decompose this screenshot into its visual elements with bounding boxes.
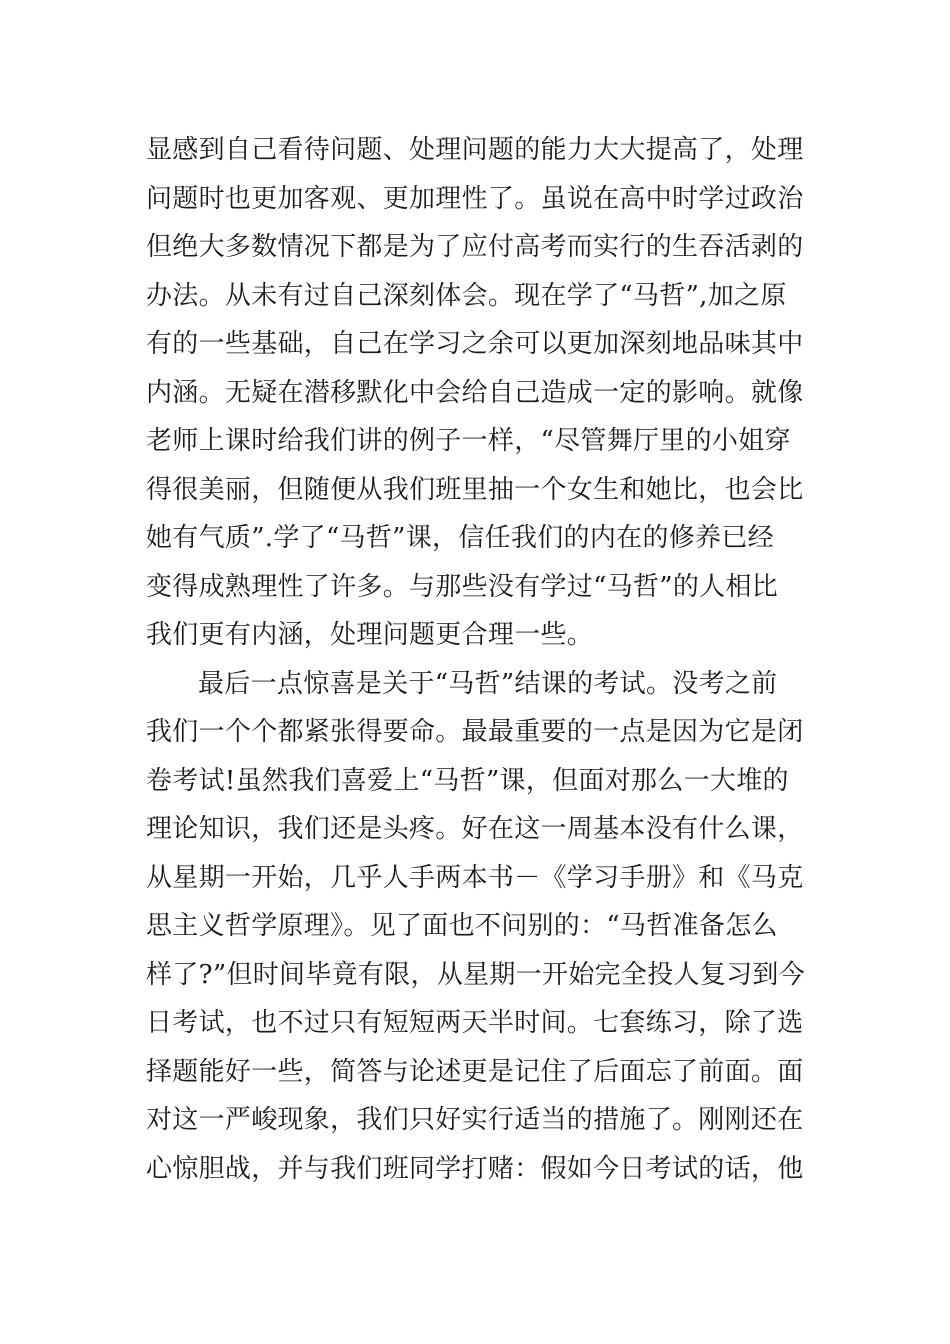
text-line: 思主义哲学原理》。见了面也不问别的：“马哲准备怎么 <box>146 911 778 941</box>
text-line: 得很美丽，但随便从我们班里抽一个女生和她比，也会比 <box>146 474 804 505</box>
text-line: 办法。从未有过自己深刻体会。现在学了“马哲”,加之原 <box>146 280 787 311</box>
text-line: 我们更有内涵，处理问题更合理一些。 <box>146 620 594 650</box>
text-line-indented: 最后一点惊喜是关于“马哲”结课的考试。没考之前 <box>198 668 778 699</box>
text-line: 样了?”但时间毕竟有限，从星期一开始完全投人复习到今 <box>146 959 806 990</box>
text-line: 心惊胆战，并与我们班同学打赌：假如今日考试的话，他 <box>146 1153 804 1184</box>
text-line: 变得成熟理性了许多。与那些没有学过“马哲”的人相比 <box>146 571 779 602</box>
text-line: 但绝大多数情况下都是为了应付高考而实行的生吞活剥的 <box>146 232 804 262</box>
paragraph-2 <box>146 660 810 1194</box>
paragraph-1 <box>146 126 810 660</box>
document-body <box>146 126 810 1193</box>
text-line: 卷考试!虽然我们喜爱上“马哲”课，但面对那么一大堆的 <box>146 765 789 796</box>
text-line: 老师上课时给我们讲的例子一样，“尽管舞厅里的小姐穿 <box>146 426 791 456</box>
text-line: 她有气质”.学了“马哲”课，信任我们的内在的修养已经 <box>146 523 774 553</box>
text-line: 内涵。无疑在潜移默化中会给自己造成一定的影响。就像 <box>146 377 804 408</box>
text-line: 有的一些基础，自己在学习之余可以更加深刻地品味其中 <box>146 329 804 359</box>
text-line: 显感到自己看待问题、处理问题的能力大大提高了，处理 <box>146 135 804 165</box>
text-line: 从星期一开始，几乎人手两本书－《学习手册》和《马克 <box>146 862 804 893</box>
text-line: 择题能好一些，简答与论述更是记住了后面忘了前面。面 <box>146 1056 804 1087</box>
text-line: 问题时也更加客观、更加理性了。虽说在高中时学过政治 <box>146 183 804 214</box>
text-line: 对这一严峻现象，我们只好实行适当的措施了。刚刚还在 <box>146 1105 804 1135</box>
text-line: 日考试，也不过只有短短两天半时间。七套练习，除了选 <box>146 1008 804 1038</box>
text-line: 理论知识，我们还是头疼。好在这一周基本没有什么课， <box>146 814 804 844</box>
text-line: 我们一个个都紧张得要命。最最重要的一点是因为它是闭 <box>146 717 804 747</box>
